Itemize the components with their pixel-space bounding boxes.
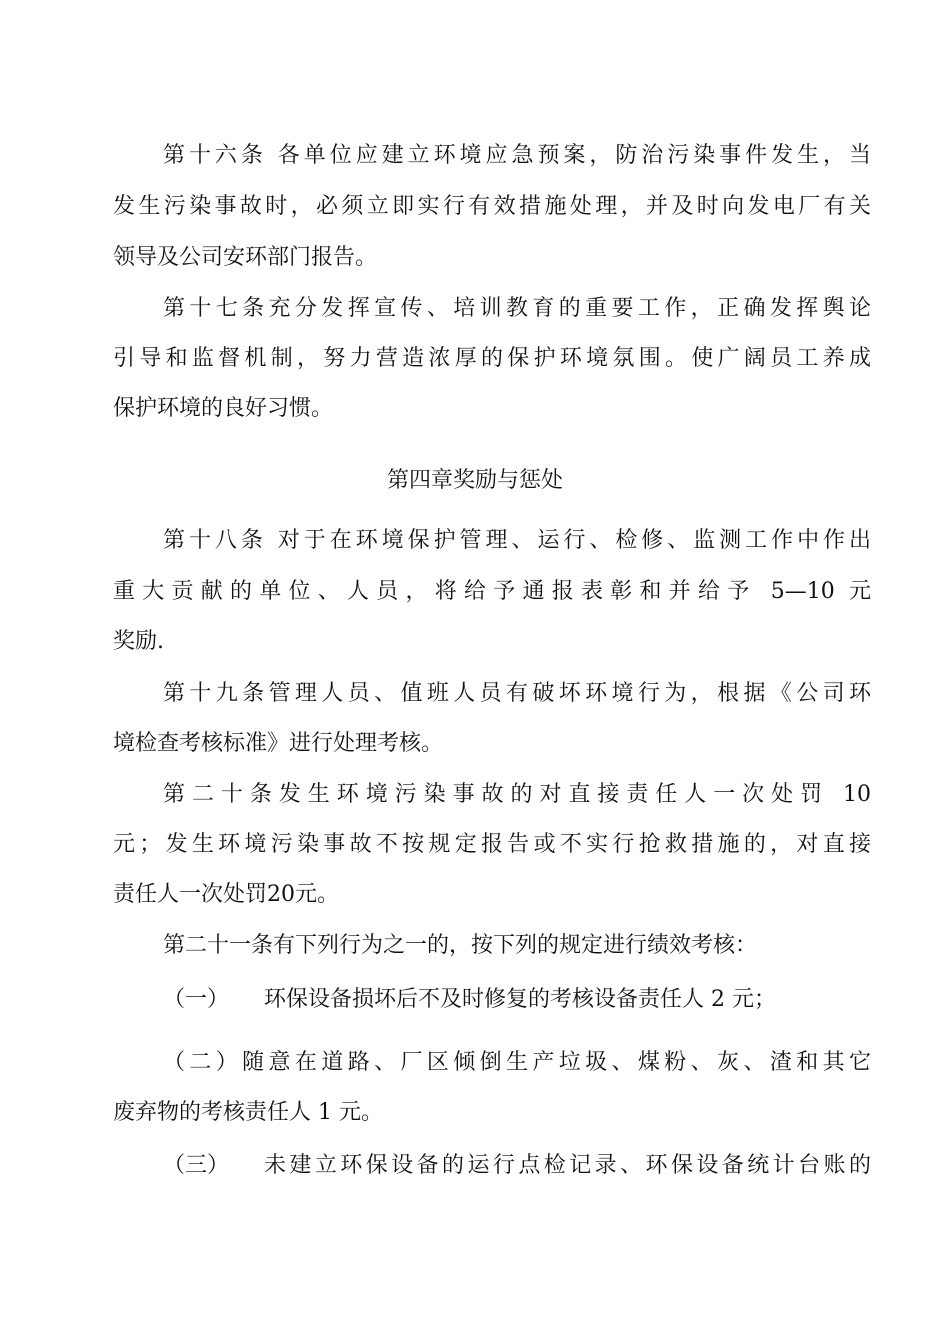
article-18-line-1: 第十八条 对于在环境保护管理、运行、检修、监测工作中作出 [163, 528, 871, 553]
article-21-line-1: 第二十一条有下列行为之一的，按下列的规定进行绩效考核： [163, 933, 758, 958]
item-2-line-1 [163, 1048, 871, 1078]
article-19-line-1: 第十九条管理人员、值班人员有破坏环境行为，根据《公司环 [163, 681, 871, 706]
item-3-text: 未建立环保设备的运行点检记录、环保设备统计台账的 [264, 1153, 871, 1178]
item-1-number: （一） [163, 987, 230, 1012]
article-20-line-3: 责任人一次处罚20元。 [113, 882, 339, 907]
item-2-line-2: 废弃物的考核责任人 1 元。 [113, 1100, 383, 1125]
article-16-line-1: 第十六条 各单位应建立环境应急预案，防治污染事件发生，当 [163, 143, 871, 168]
article-20-line-2: 元；发生环境污染事故不按规定报告或不实行抢救措施的，对直接 [113, 832, 871, 857]
article-18-line-2: 重大贡献的单位、人员，将给予通报表彰和并给予 5—10 元 [113, 579, 871, 604]
article-19-line-2: 境检查考核标准》进行处理考核。 [113, 731, 444, 756]
item-2-number: （二） [163, 1050, 243, 1075]
chapter-4-heading: 第四章奖励与惩处 [386, 468, 563, 493]
article-16-line-3: 领导及公司安环部门报告。 [113, 245, 378, 270]
article-17-line-1: 第十七条充分发挥宣传、培训教育的重要工作，正确发挥舆论 [163, 296, 871, 321]
article-16-line-2: 发生污染事故时，必须立即实行有效措施处理，并及时向发电厂有关 [113, 194, 871, 219]
item-2-text: 随意在道路、厂区倾倒生产垃圾、煤粉、灰、渣和其它 [242, 1050, 871, 1075]
article-17-line-2: 引导和监督机制，努力营造浓厚的保护环境氛围。使广阔员工养成 [113, 346, 871, 371]
article-20-line-1: 第二十条发生环境污染事故的对直接责任人一次处罚 10 [163, 782, 871, 807]
article-17-line-3: 保护环境的良好习惯。 [113, 396, 334, 421]
item-1-text: 环保设备损坏后不及时修复的考核设备责任人 2 元； [264, 987, 776, 1012]
item-3-number: （三） [163, 1153, 230, 1178]
article-18-line-3: 奖励. [113, 629, 164, 654]
